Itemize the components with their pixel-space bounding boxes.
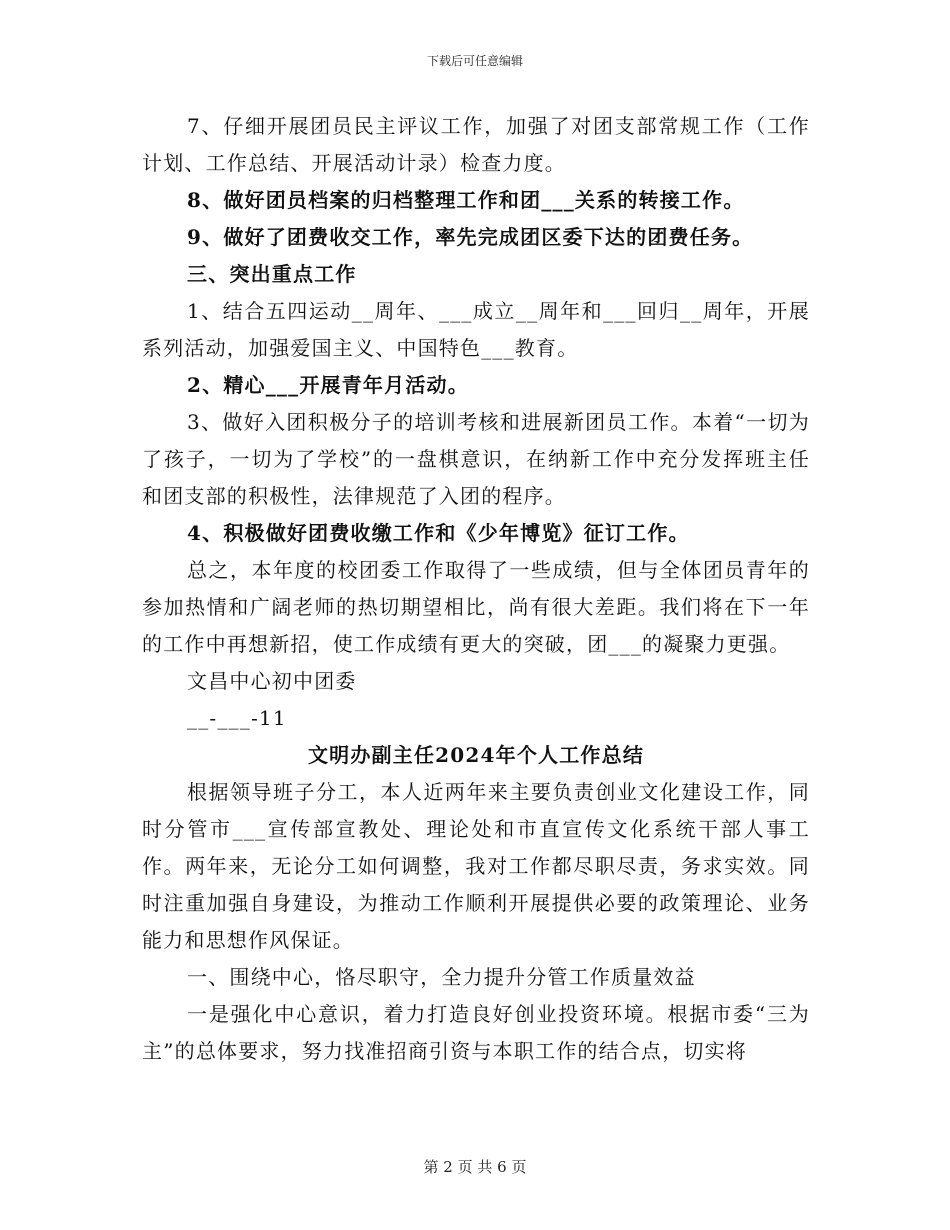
article-title: 文明办副主任2024年个人工作总结 [307, 743, 645, 767]
paragraph-item-9: 9、做好了团费收交工作，率先完成团区委下达的团费任务。 [187, 225, 754, 249]
signature-org: 文昌中心初中团委 [187, 669, 357, 693]
document-body [142, 108, 810, 1070]
page-footer: 第 2 页 共 6 页 [423, 1158, 527, 1176]
signature-date: __-___-11 [187, 706, 287, 730]
paragraph-point-1: 一是强化中心意识，着力打造良好创业投资环境。根据市委“三为主”的总体要求，努力找准招商引资与本职工作的结合点，切实将 [142, 1002, 810, 1063]
paragraph-intro: 根据领导班子分工，本人近两年来主要负责创业文化建设工作，同时分管市___宣传部宣教处、理论处和市直宣传文化系统干部人事工作。两年来，无论分工如何调整，我对工作都尽职尽责，务求实效。同时注重加强自身建设，为推动工作顺利开展提供必要的政策理论、业务能力和思想作风保证。 [142, 780, 810, 952]
paragraph-item-7: 7、仔细开展团员民主评议工作，加强了对团支部常规工作（工作计划、工作总结、开展活动计录）检查力度。 [142, 114, 810, 175]
paragraph-key-1: 1、结合五四运动__周年、___成立__周年和___回归__周年，开展系列活动，加强爱国主义、中国特色___教育。 [142, 299, 810, 360]
paragraph-item-8: 8、做好团员档案的归档整理工作和团___关系的转接工作。 [187, 188, 745, 212]
paragraph-key-2: 2、精心___开展青年月活动。 [187, 373, 469, 397]
paragraph-key-3: 3、做好入团积极分子的培训考核和进展新团员工作。本着“一切为了孩子，一切为了学校”的一盘棋意识，在纳新工作中充分发挥班主任和团支部的积极性，法律规范了入团的程序。 [142, 410, 810, 508]
section-heading-1: 一、围绕中心，恪尽职守，全力提升分管工作质量效益 [187, 965, 696, 989]
paragraph-summary: 总之，本年度的校团委工作取得了一些成绩，但与全体团员青年的参加热情和广阔老师的热切期望相比，尚有很大差距。我们将在下一年的工作中再想新招，使工作成绩有更大的突破，团___的凝聚力更强。 [142, 558, 810, 656]
page-header: 下载后可任意编辑 [426, 54, 523, 68]
paragraph-key-4: 4、积极做好团费收缴工作和《少年博览》征订工作。 [187, 521, 690, 545]
section-heading-3: 三、突出重点工作 [187, 262, 357, 286]
